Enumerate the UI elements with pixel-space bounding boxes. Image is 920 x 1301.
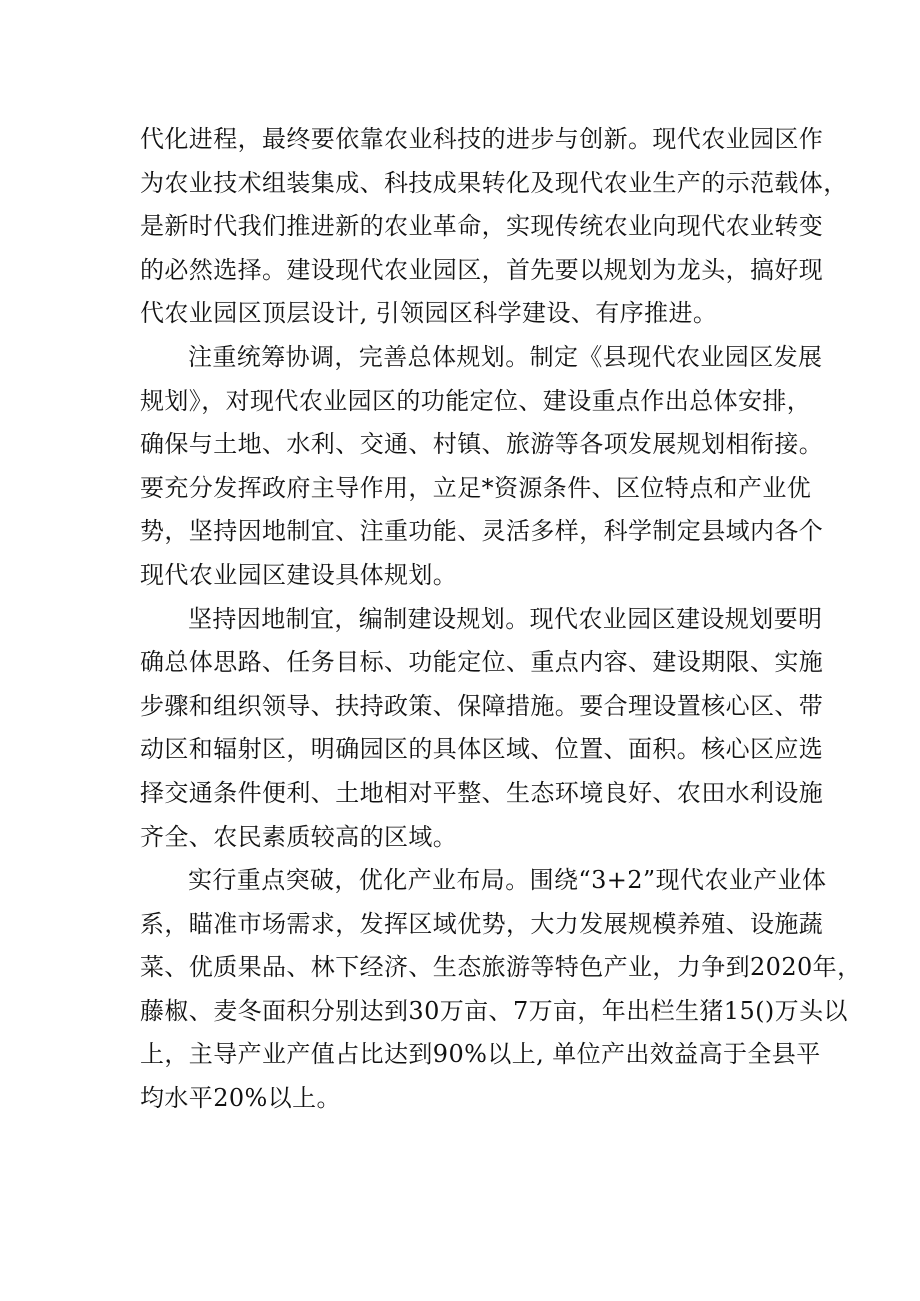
- text-line: 代化进程，最终要依靠农业科技的进步与创新。现代农业园区作: [140, 125, 824, 153]
- text-line: 步骤和组织领导、扶持政策、保障措施。要合理设置核心区、带: [140, 691, 824, 720]
- text-line: 确保与土地、水利、交通、村镇、旅游等各项发展规划相衔接。: [140, 430, 824, 459]
- text-line: 确总体思路、任务目标、功能定位、重点内容、建设期限、实施: [140, 648, 824, 677]
- text-line: 现代农业园区建设具体规划。: [140, 560, 458, 589]
- paragraph-1: [140, 118, 848, 336]
- text-line: 要充分发挥政府主导作用，立足*资源条件、区位特点和产业优: [140, 473, 812, 502]
- text-line: 均水平20%以上。: [140, 1084, 341, 1113]
- paragraph-3: [140, 598, 824, 860]
- text-line: 系，瞄准市场需求，发挥区域优势，大力发展规模养殖、设施蔬: [140, 909, 824, 938]
- paragraph-2: [140, 336, 824, 598]
- text-line: 注重统筹协调，完善总体规划。制定《县现代农业园区发展: [188, 342, 823, 371]
- text-line: 的必然选择。建设现代农业园区，首先要以规划为龙头，搞好现: [140, 255, 824, 284]
- text-line: 齐全、农民素质较高的区域。: [140, 822, 458, 851]
- body-text: [140, 118, 862, 1121]
- text-line: 择交通条件便利、土地相对平整、生态环境良好、农田水利设施: [140, 778, 824, 807]
- text-line: 势，坚持因地制宜、注重功能、灵活多样，科学制定县域内各个: [140, 517, 824, 546]
- text-line: 规划》，对现代农业园区的功能定位、建设重点作出总体安排，: [140, 386, 812, 415]
- text-line: 菜、优质果品、林下经济、生态旅游等特色产业，力争到2020年，: [140, 953, 862, 982]
- paragraph-4: [140, 859, 862, 1121]
- text-line: 上，主导产业产值占比达到90%以上, 单位产出效益高于全县平: [140, 1040, 821, 1069]
- text-line: 动区和辐射区，明确园区的具体区域、位置、面积。核心区应选: [140, 735, 824, 764]
- text-line: 是新时代我们推进新的农业革命，实现传统农业向现代农业转变: [140, 212, 824, 241]
- text-line: 坚持因地制宜，编制建设规划。现代农业园区建设规划要明: [188, 604, 823, 633]
- text-line: 为农业技术组装集成、科技成果转化及现代农业生产的示范载体，: [140, 168, 848, 197]
- text-line: 代农业园区顶层设计, 引领园区科学建设、有序推进。: [140, 299, 718, 328]
- text-line: 藤椒、麦冬面积分别达到30万亩、7万亩，年出栏生猪15()万头以: [140, 996, 848, 1025]
- text-line: 实行重点突破，优化产业布局。围绕“3+2”现代农业产业体: [188, 866, 827, 895]
